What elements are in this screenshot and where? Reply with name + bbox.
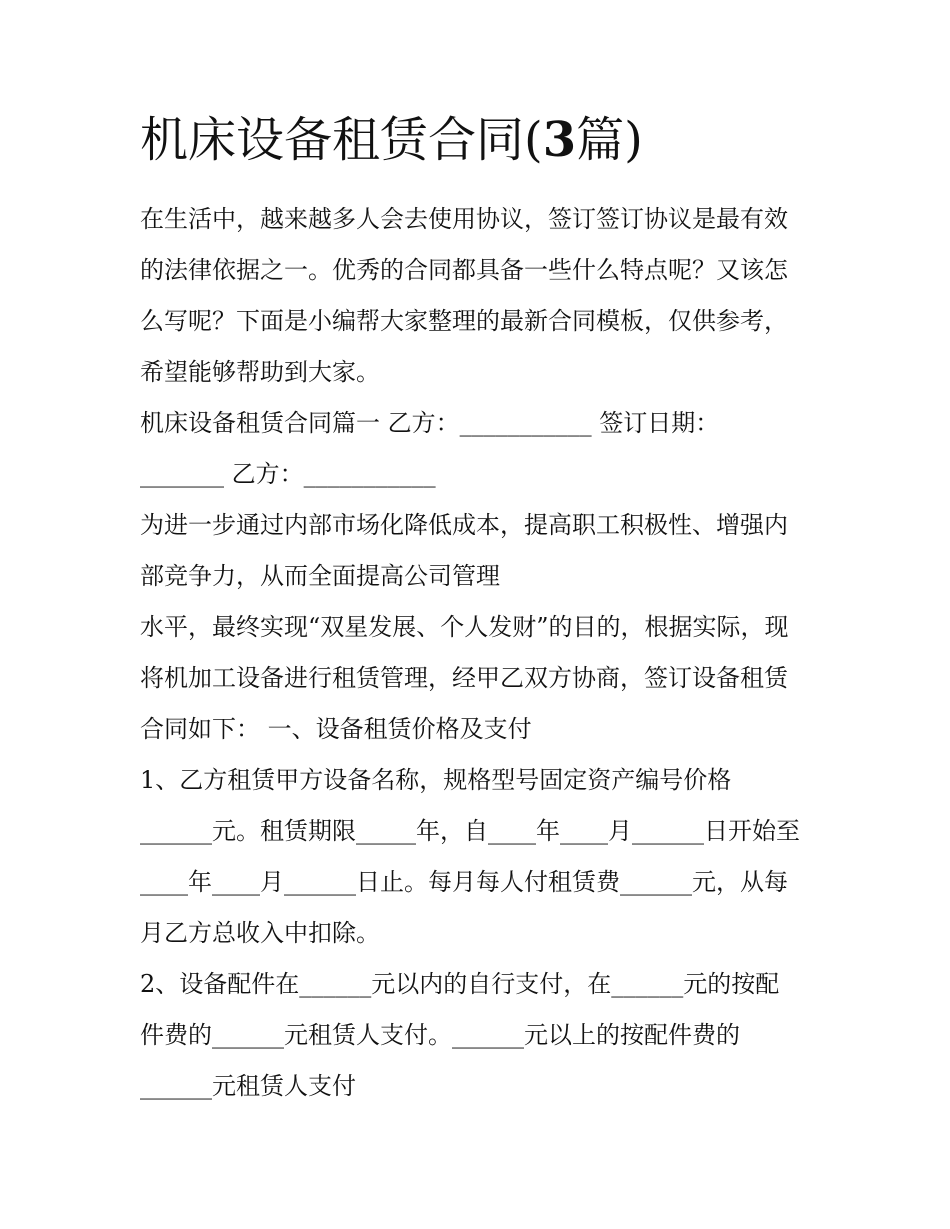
paragraph-line: 件费的______元租赁人支付。______元以上的按配件费的 <box>140 1021 740 1049</box>
document-title <box>140 108 820 172</box>
paragraph-line: 2、设备配件在______元以内的自行支付，在______元的按配 <box>140 970 780 998</box>
paragraph-line: ______元租赁人支付 <box>140 1072 356 1100</box>
paragraph-line: 的法律依据之一。优秀的合同都具备一些什么特点呢？又该怎 <box>140 256 788 284</box>
title-text-1: 机床设备租赁合同( <box>140 112 543 168</box>
paragraph-line: 为进一步通过内部市场化降低成本，提高职工积极性、增强内 <box>140 511 788 539</box>
paragraph-line: 将机加工设备进行租赁管理，经甲乙双方协商，签订设备租赁 <box>140 664 788 692</box>
paragraph-line: 月乙方总收入中扣除。 <box>140 919 380 947</box>
paragraph-line: 水平，最终实现“双星发展、个人发财”的目的，根据实际，现 <box>140 613 789 641</box>
paragraph-line: 希望能够帮助到大家。 <box>140 358 380 386</box>
paragraph-line: ______元。租赁期限_____年，自____年____月______日开始至 <box>140 817 800 845</box>
paragraph-line: 部竞争力，从而全面提高公司管理 <box>140 562 500 590</box>
document-body <box>140 194 820 1112</box>
title-number: 3 <box>542 112 577 168</box>
paragraph-line: 机床设备租赁合同篇一 乙方：___________ 签订日期： <box>140 409 720 437</box>
paragraph-line: 1、乙方租赁甲方设备名称，规格型号固定资产编号价格 <box>140 766 732 794</box>
paragraph-line: 在生活中，越来越多人会去使用协议，签订签订协议是最有效 <box>140 205 788 233</box>
paragraph-line: ____年____月______日止。每月每人付租赁费______元，从每 <box>140 868 788 896</box>
paragraph-line: 合同如下： 一、设备租赁价格及支付 <box>140 715 532 743</box>
title-text-2: 篇) <box>576 112 643 168</box>
paragraph-line: 么写呢？下面是小编帮大家整理的最新合同模板，仅供参考， <box>140 307 788 335</box>
paragraph-line: _______ 乙方：___________ <box>140 460 436 488</box>
